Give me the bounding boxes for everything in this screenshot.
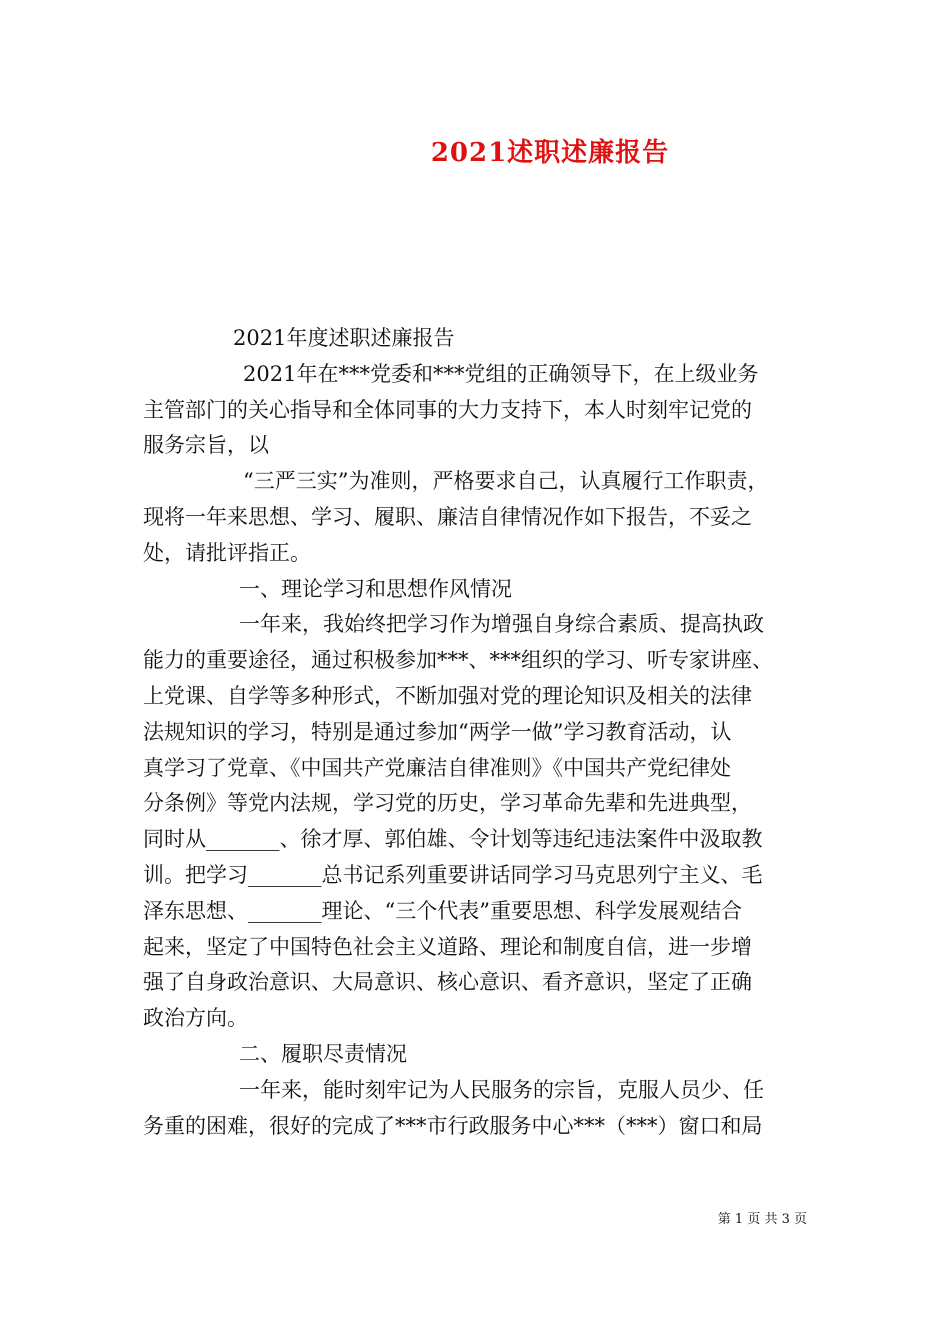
paragraph-line: 2021年在***党委和***党组的正确领导下，在上级业务 [243, 361, 759, 386]
paragraph-line: 泽东思想、_______理论、“三个代表”重要思想、科学发展观结合 [143, 898, 742, 923]
paragraph-line: 一年来，我始终把学习作为增强自身综合素质、提高执政 [239, 612, 764, 637]
paragraph-line: 务重的困难，很好的完成了***市行政服务中心***（***）窗口和局 [143, 1113, 763, 1138]
paragraph-line: 真学习了党章、《中国共产党廉洁自律准则》《中国共产党纪律处 [143, 755, 731, 780]
paragraph-line: 处，请批评指正。 [143, 540, 311, 565]
paragraph-line: 主管部门的关心指导和全体同事的大力支持下，本人时刻牢记党的 [143, 397, 752, 422]
document-body [143, 321, 813, 1144]
paragraph-line: 现将一年来思想、学习、履职、廉洁自律情况作如下报告，不妥之 [143, 504, 752, 529]
paragraph-line: 分条例》等党内法规，学习党的历史，学习革命先辈和先进典型， [143, 791, 752, 816]
paragraph-line: 起来，坚定了中国特色社会主义道路、理论和制度自信，进一步增 [143, 934, 752, 959]
paragraph-line: 政治方向。 [143, 1006, 248, 1031]
paragraph-line: 同时从_______、徐才厚、郭伯雄、令计划等违纪违法案件中汲取教 [143, 827, 763, 852]
section-heading: 二、履职尽责情况 [239, 1041, 407, 1066]
section-heading: 一、理论学习和思想作风情况 [239, 576, 512, 601]
paragraph-line: 上党课、自学等多种形式，不断加强对党的理论知识及相关的法律 [143, 683, 752, 708]
document-title: 2021述职述廉报告 [430, 138, 670, 168]
paragraph-line: 强了自身政治意识、大局意识、核心意识、看齐意识，坚定了正确 [143, 970, 752, 995]
paragraph-line: 能力的重要途径，通过积极参加***、***组织的学习、听专家讲座、 [143, 648, 773, 673]
paragraph-line: 一年来，能时刻牢记为人民服务的宗旨，克服人员少、任 [239, 1077, 764, 1102]
document-subtitle: 2021年度述职述廉报告 [233, 326, 455, 350]
paragraph-line: 法规知识的学习，特别是通过参加“两学一做”学习教育活动，认 [143, 719, 732, 744]
page-number: 第 1 页 共 3 页 [717, 1212, 807, 1227]
paragraph-line: 训。把学习_______总书记系列重要讲话同学习马克思列宁主义、毛 [143, 862, 763, 887]
paragraph-line: 服务宗旨，以 [143, 433, 269, 458]
paragraph-line: “三严三实”为准则，严格要求自己，认真履行工作职责， [243, 469, 769, 494]
